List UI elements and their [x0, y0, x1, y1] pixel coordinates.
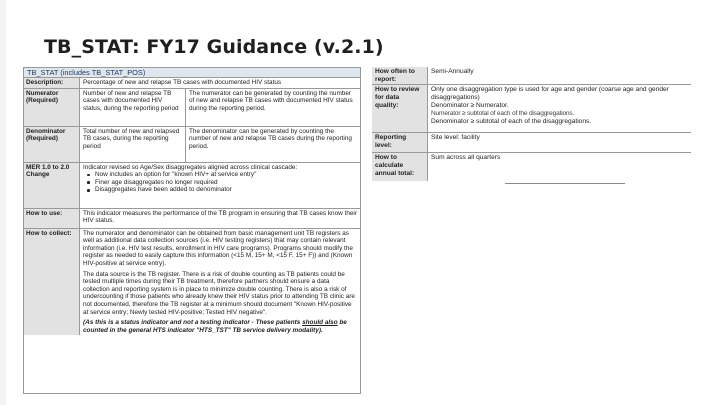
- how-often-label: How often to report:: [372, 67, 428, 84]
- reporting-level-value: Site level: facility: [431, 134, 480, 141]
- how-to-review-row: [372, 85, 691, 133]
- mer-change-label: MER 1.0 to 2.0 Change: [24, 163, 80, 208]
- reporting-level-label: Reporting level:: [372, 133, 428, 152]
- description-value: Percentage of new and relapse TB cases with documented HIV status: [83, 79, 282, 86]
- numerator-label: Numerator (Required): [24, 89, 80, 126]
- denominator-definition: Total number of new and relapsed TB cases, during the reporting period: [80, 127, 186, 162]
- denominator-note: The denominator can be generated by counting the number of new and relapse TB cases during the reporting period.: [189, 127, 352, 150]
- how-often-value: Semi-Annually: [431, 68, 474, 75]
- how-to-collect-label: How to collect:: [24, 229, 80, 336]
- review-line-2: Denominator ≥ Numerator.: [431, 102, 509, 109]
- table-divider: [505, 183, 625, 184]
- numerator-definition: Number of new and relapse TB cases with documented HIV status, during the reporting period: [80, 89, 186, 126]
- slide-title: TB_STAT: FY17 Guidance (v.2.1): [44, 36, 384, 58]
- how-to-use-label: How to use:: [24, 209, 80, 228]
- annual-total-value: Sum across all quarters: [431, 154, 501, 161]
- list-item: Now includes an option for "known HIV+ at service entry": [83, 171, 357, 179]
- how-to-collect-paragraph-3: (As this is a status indicator and not a testing indicator - These patients should also be counted in the general HTS indicator "HTS_TST" TB service delivery modality).: [83, 319, 347, 334]
- list-item: Disaggregates have been added to denominator: [83, 186, 357, 194]
- annual-total-label: How to calculate annual total:: [372, 153, 428, 181]
- reporting-reference-table: [372, 67, 691, 183]
- description-row: [24, 78, 360, 89]
- reporting-level-row: [372, 133, 691, 153]
- mer-change-intro: Indicator revised so Age/Sex disaggregates aligned across clinical cascade:: [83, 163, 298, 171]
- numerator-note: The numerator can be generated by counting the number of new and relapse TB cases with documented HIV status during the reporting period.: [189, 89, 353, 112]
- list-item: Finer age disaggregates no longer required: [83, 179, 357, 187]
- how-to-collect-row: [24, 229, 360, 336]
- review-line-1: Only one disaggregation type is used for age and gender (coarse age and gender disaggregations): [431, 86, 669, 101]
- indicator-reference-table: [23, 67, 361, 394]
- annual-total-row: [372, 153, 691, 181]
- mer-change-row: [24, 163, 360, 209]
- mer-change-list: [83, 171, 357, 194]
- how-to-use-row: [24, 209, 360, 229]
- denominator-row: [24, 127, 360, 163]
- how-to-use-value: This indicator measures the performance of the TB program in ensuring that TB cases know their HIV status.: [83, 209, 357, 225]
- how-often-row: [372, 67, 691, 85]
- denominator-label: Denominator (Required): [24, 127, 80, 162]
- numerator-row: [24, 89, 360, 127]
- description-label: Description:: [24, 78, 80, 88]
- how-to-review-label: How to review for data quality:: [372, 85, 428, 132]
- review-line-4: Denominator ≥ subtotal of each of the disaggregations.: [431, 118, 592, 125]
- how-to-collect-paragraph-2: The data source is the TB register. There is a risk of double counting as TB patients could be tested multiple times during their TB treatment, therefore partners should ensure a data collection and reporting system is in place to minimize double counting. There is also a risk of undercounting if those patients who already knew their HIV status prior to attending TB clinic are not documented, therefore the TB register at a minimum should document "Known HIV-positive at service entry; Newly tested HIV-positive; Tested HIV negative".: [83, 270, 355, 316]
- slide-left-accent: [0, 0, 6, 405]
- how-to-collect-paragraph-1: The numerator and denominator can be obtained from basic management unit TB registers as well as additional data collection sources (i.e. HIV testing registers) that may contain relevant information (i.e. HIV test results, enrollment in HIV care programs). Programs should modify the register as needed to easily capture this information (<15 M, 15+ M, <15 F, 15+ F)) and (Known HIV-positive at service entry).: [83, 229, 353, 267]
- table-header: TB_STAT (includes TB_STAT_POS): [24, 68, 360, 78]
- review-line-3: Numerator ≥ subtotal of each of the disaggregations.: [431, 110, 575, 117]
